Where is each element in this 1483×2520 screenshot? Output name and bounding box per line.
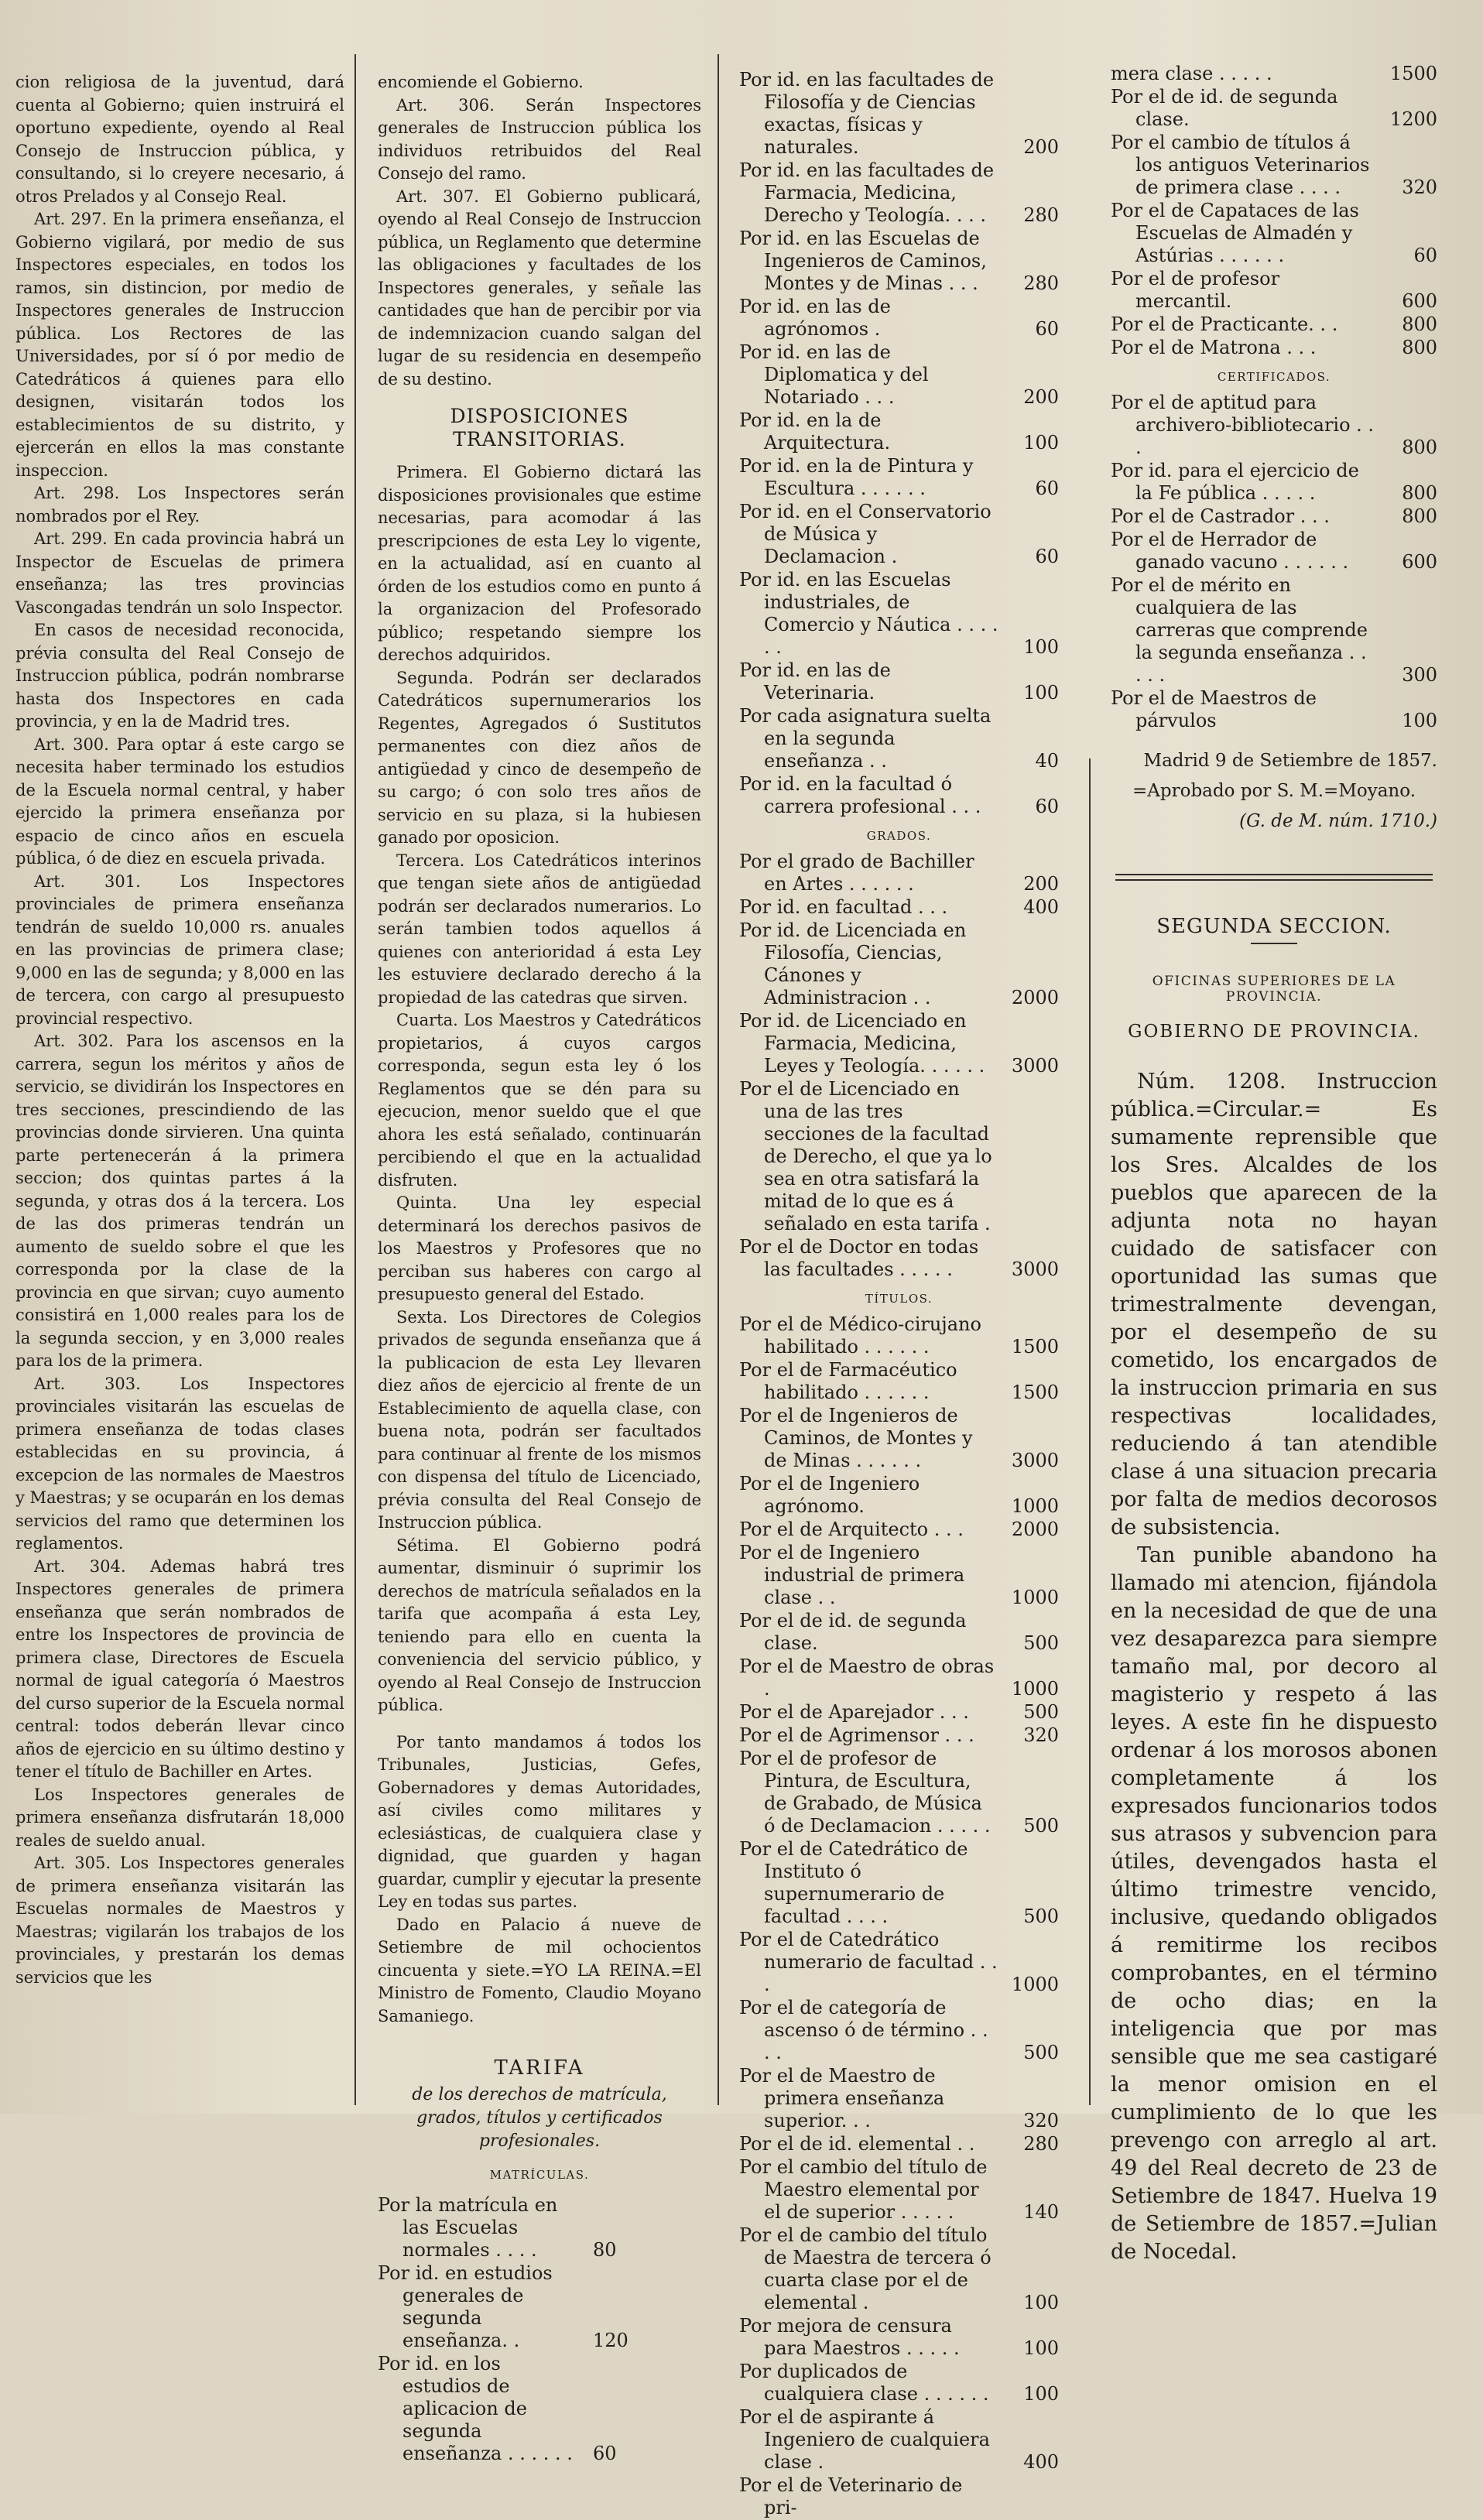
tariff-value: 100 [1023,2292,1059,2313]
tariff-row [739,1313,1059,1358]
tariff-row [1111,200,1437,267]
tariff-label: Por el cambio del título de Maestro elemental por el de superior . . . . . [739,2156,988,2223]
tariff-label: mera clase . . . . . [1111,63,1272,84]
article-paragraph: En casos de necesidad reconocida, prévia consulta del Real Consejo de Instruccion pública, podrán nombrarse hasta dos Inspectores en cada provincia, y en la de Madrid tres. [15,621,344,731]
tariff-row [739,69,1059,159]
circular-text [1111,1068,1437,2266]
tariff-row [1111,505,1437,528]
section-divider [1115,874,1433,881]
tariff-value: 100 [1023,636,1059,658]
matriculas-list-a [378,2194,701,2465]
tariff-label: Por el de aptitud para archivero-bibliotecario . . . [1111,392,1375,458]
column-2 [378,71,701,2466]
circular-paragraph: Núm. 1208. Instruccion pública.=Circular.= Es sumamente reprensible que los Sres. Alcaldes de los pueblos que aparecen de la adjunta nota no hayan cuidado de satisfacer con oportunidad las sumas que trimestralmente devengan, por el desempeño de su cometido, los encargados de la instruccion primaria en sus respectivas localidades, reduciendo á tan atendible clase á una situacion precaria por falta de medios decorosos de subsistencia. [1111,1070,1437,1539]
tariff-label: Por el de profesor de Pintura, de Escultura, de Grabado, de Música ó de Declamacion . . . . . [739,1748,991,1837]
matriculas-heading: MATRÍCULAS. [489,2167,590,2182]
tariff-row [739,2156,1059,2224]
tariff-label: Por el de Arquitecto . . . [739,1519,964,1540]
article-305: Art. 305. Los Inspectores generales de primera enseñanza visitarán las Escuelas normales de Maestros y Maestras; vigilarán los trabajos de los provinciales, y prestarán los demas servicios que les [15,1854,344,1987]
tariff-label: Por id. en las Escuelas de Ingenieros de Caminos, Montes y de Minas . . . [739,228,987,294]
tariff-row [739,2065,1059,2132]
article-303: Art. 303. Los Inspectores provinciales visitarán las escuelas de primera enseñanza de todas clases establecidas en su provincia, á excepcion de las normales de Maestros y Maestras; y se ocuparán en los demas servicios del ramo que determinen los reglamentos. [15,1374,344,1553]
tariff-label: Por el de Licenciado en una de las tres secciones de la facultad de Derecho, el que ya lo sea en otra satisfará la mitad de lo que es á señalado en esta tarifa . [739,1078,992,1234]
tariff-value: 400 [1023,2451,1059,2473]
tariff-label: Por id. en las facultades de Filosofía y de Ciencias exactas, físicas y naturales. [739,69,995,158]
tariff-label: Por el de Veterinario de pri- [739,2474,963,2518]
tariff-row [1111,313,1437,336]
tariff-value: 280 [1023,2133,1059,2155]
gobierno-heading: GOBIERNO DE PROVINCIA. [1128,1022,1420,1042]
tariff-row [739,2474,1059,2519]
tariff-label: Por el de Ingeniero agrónomo. [739,1473,920,1517]
tariff-value: 60 [1035,796,1059,817]
tariff-value: 400 [1023,896,1059,918]
transitoria-primera: Primera. El Gobierno dictará las disposiciones provisionales que estime necesarias, para acomodar á las prescripciones de esta Ley lo vigente, en la actualidad, así en cuanto al órden de los estudios como en punto á la organizacion del Profesorado público; respetando siempre los derechos adquiridos. [378,463,701,664]
tariff-label: Por el de Matrona . . . [1111,337,1317,358]
tariff-row [1111,132,1437,199]
tariff-row [739,1838,1059,1928]
tariff-label: Por id. en las de Veterinaria. [739,659,891,704]
tariff-row [739,501,1059,568]
tariff-label: Por id. en estudios generales de segunda enseñanza. . [378,2262,553,2351]
tariff-value: 60 [593,2443,617,2464]
tariff-value: 3000 [1011,1450,1059,1471]
tariff-label: Por el de Médico-cirujano habilitado . . . . . . [739,1313,981,1358]
tariff-value: 60 [1035,318,1059,340]
tariff-label: Por el de Catedrático numerario de facultad . . . [739,1929,998,1995]
tariff-label: Por el de profesor mercantil. [1111,268,1280,312]
tariff-row [1111,460,1437,505]
tariff-label: Por el de cambio del título de Maestra de tercera ó cuarta clase por el de elemental . [739,2224,992,2313]
tariff-label: Por el de categoría de ascenso ó de término . . . . [739,1997,988,2063]
tariff-value: 60 [1035,546,1059,567]
tariff-value: 1000 [1011,1974,1059,1995]
tariff-row [739,1724,1059,1747]
tariff-row [739,228,1059,295]
tariff-value: 120 [593,2330,628,2351]
tariff-value: 140 [1023,2201,1059,2223]
tariff-value: 1000 [1011,1495,1059,1517]
tariff-value: 320 [1402,176,1437,198]
tariff-value: 60 [1413,245,1437,266]
certificados-heading: CERTIFICADOS. [1217,370,1331,384]
grados-list [739,851,1059,1281]
tariff-label: Por id. para el ejercicio de la Fe pública . . . . . [1111,460,1359,504]
matriculas-list-b [739,69,1059,818]
tariff-value: 80 [593,2239,617,2261]
column-3 [739,68,1059,2520]
column-rule [1089,758,1091,2105]
tariff-value: 100 [1023,432,1059,454]
tariff-row [739,1542,1059,1609]
tariff-row [739,2133,1059,2155]
tariff-value: 1200 [1389,108,1437,130]
article-301: Art. 301. Los Inspectores provinciales de primera enseñanza tendrán de sueldo 10,000 rs. anuales en las provincias de primera clase; 9,000 en las de segunda; y 8,000 en las de tercera, con cargo al presupuesto provincial respectivo. [15,871,344,1028]
article-304: Art. 304. Ademas habrá tres Inspectores generales de primera enseñanza que serán nombrados de entre los Inspectores de provincia de primera clase, Directores de Escuela normal de igual categoría ó Maestros del curso superior de la Escuela normal central: todos deberán llevar cinco años de ejercicio en su último destino y tener el título de Bachiller en Artes. [15,1556,344,1781]
tariff-label: Por el de Catedrático de Instituto ó supernumerario de facultad . . . . [739,1838,968,1927]
tariff-row [739,1929,1059,1996]
column-4 [1111,62,1437,2266]
tariff-row [739,2224,1059,2314]
section-heading-transitorias: DISPOSICIONES TRANSITORIAS. [450,405,629,450]
tariff-row [739,896,1059,919]
tariff-row [1111,86,1437,131]
tariff-row [1111,574,1437,686]
tariff-value: 60 [1035,478,1059,499]
tariff-value: 3000 [1011,1055,1059,1077]
tariff-label: Por el cambio de títulos á los antiguos Veterinarios de primera clase . . . . [1111,132,1370,198]
tariff-label: Por el de Agrimensor . . . [739,1724,974,1746]
transitoria-tercera: Tercera. Los Catedráticos interinos que tengan siete años de antigüedad podrán ser declarados numerarios. Lo serán tambien todos aquellos á quienes con anterioridad á esta Ley les estuviere declarado derecho á la propiedad de las catedras que sirven. [378,851,701,1007]
tariff-row [739,1078,1059,1235]
article-paragraph: Los Inspectores generales de primera enseñanza disfrutarán 18,000 reales de sueldo anual. [15,1785,344,1850]
signature-line: (G. de M. núm. 1710.) [1239,811,1437,831]
tariff-label: Por el de mérito en cualquiera de las carreras que comprende la segunda enseñanza . . . . . [1111,574,1368,686]
tariff-row [739,1519,1059,1541]
signature-line: Madrid 9 de Setiembre de 1857. [1143,751,1437,771]
date-paragraph: Dado en Palacio á nueve de Setiembre de mil ochocientos cincuenta y siete.=YO LA REINA.=El Ministro de Fomento, Claudio Moyano Samaniego. [378,1915,701,2025]
tariff-label: Por id. en la de Arquitectura. [739,409,891,454]
signature-line: =Aprobado por S. M.=Moyano. [1132,781,1416,801]
tariff-label: Por el de Ingeniero industrial de primera clase . . [739,1542,965,1608]
tariff-row [739,851,1059,895]
tariff-value: 200 [1023,873,1059,895]
article-302: Art. 302. Para los ascensos en la carrera, segun los méritos y años de servicio, se dividirán los Inspectores en tres secciones, prescindiendo de las provincias donde sirvieren. Una quinta parte pertenecerán á la primera seccion; dos quintas partes á la segunda, y otras dos á la tercera. Los de las dos primeras tendrán un aumento de sueldo sobre el que les corresponda por la clase de la provincia en que sirvan; cuyo aumento consistirá en 1,000 reales para los de la segunda seccion, y en 3,000 reales para los de la primera. [15,1032,344,1370]
tariff-label: Por id. en el Conservatorio de Música y Declamacion . [739,501,992,567]
tariff-value: 500 [1023,2042,1059,2063]
tariff-row [378,2194,701,2261]
tariff-value: 800 [1402,313,1437,335]
tariff-row [739,1997,1059,2064]
transitoria-sexta: Sexta. Los Directores de Colegios privados de segunda enseñanza que á la publicacion de esta Ley llevaren diez años de ejercicio al frente de un Establecimiento de aquella clase, con buena nota, podrán ser facultados para continuar al frente de los mismos con dispensa del título de Licenciado, prévia consulta del Real Consejo de Instruccion pública. [378,1307,701,1532]
tariff-label: Por el de id. de segunda clase. [739,1610,967,1654]
tariff-row [739,1010,1059,1077]
tariff-row [739,1473,1059,1518]
tariff-label: Por el de id. elemental . . [739,2133,975,2155]
tariff-label: Por el de Herrador de ganado vacuno . . . . . . [1111,529,1349,573]
tariff-value: 800 [1402,437,1437,458]
tariff-row [739,705,1059,772]
tariff-row [1111,63,1437,85]
tariff-row [1111,392,1437,459]
article-paragraph: cion religiosa de la juventud, dará cuenta al Gobierno; quien instruirá el oportuno expediente, oyendo al Real Consejo de Instruccion pública, y consultando, si lo creyere necesario, á otros Prelados y al Consejo Real. [15,73,344,206]
tariff-row [739,341,1059,409]
tariff-row [739,1610,1059,1655]
tarifa-subtitle: de los derechos de matrícula, grados, títulos y certificados profesionales. [412,2084,667,2151]
tariff-value: 500 [1023,1905,1059,1927]
tariff-value: 280 [1023,204,1059,226]
grados-heading: GRADOS. [866,829,932,843]
tariff-value: 300 [1402,664,1437,686]
tariff-value: 1000 [1011,1678,1059,1700]
tariff-row [739,773,1059,818]
promulgation-paragraph: Por tanto mandamos á todos los Tribunales, Justicias, Gefes, Gobernadores y demas Autoridades, así civiles como militares y eclesiásticas, de cualquiera clase y dignidad, que guarden y hagan guardar, cumplir y ejecutar la presente Ley en todas sus partes. [378,1732,701,1911]
tariff-row [1111,529,1437,574]
tariff-label: Por el de Castrador . . . [1111,505,1330,527]
tariff-label: Por la matrícula en las Escuelas normales . . . . [378,2194,558,2261]
tariff-label: Por el de Maestro de obras . [739,1655,995,1700]
tariff-row [739,659,1059,704]
article-300: Art. 300. Para optar á este cargo se necesita haber terminado los estudios de la Escuela normal central, y haber ejercido la primera enseñanza por espacio de cinco años en escuela pública, ó de diez en escuela privada. [15,734,344,868]
tariff-row [1111,687,1437,732]
tariff-value: 100 [1402,710,1437,731]
tariff-value: 2000 [1011,1519,1059,1540]
article-306: Art. 306. Serán Inspectores generales de Instruccion pública los individuos retribuidos del Real Consejo del ramo. [378,95,701,183]
tariff-value: 1500 [1011,1382,1059,1403]
tariff-value: 500 [1023,1815,1059,1837]
column-rule [718,54,719,2105]
tariff-value: 800 [1402,337,1437,358]
tariff-row [739,2361,1059,2405]
tariff-label: Por id. en las Escuelas industriales, de Comercio y Náutica . . . . . . [739,569,998,658]
tariff-row [1111,337,1437,359]
tarifa-title: TARIFA [494,2056,585,2080]
tariff-row [739,2406,1059,2474]
tariff-label: Por id. de Licenciado en Farmacia, Medicina, Leyes y Teología. . . . . . [739,1010,985,1077]
titulos-list-continued [1111,63,1437,359]
tariff-value: 100 [1023,682,1059,704]
article-297: Art. 297. En la primera enseñanza, el Gobierno vigilará, por medio de sus Inspectores especiales, en todos los ramos, sin distincion, por medio de Inspectores generales de Instruccion pública. Los Rectores de las Universidades, por sí ó por medio de Catedráticos á quienes para ello designen, visitarán todos los establecimientos de su distrito, y ejercerán en ellos la mas constante inspeccion. [15,210,344,480]
tariff-label: Por el de Maestros de párvulos [1111,687,1317,731]
tariff-value: 500 [1023,1701,1059,1723]
tariff-row [739,455,1059,500]
tariff-label: Por id. de Licenciada en Filosofía, Ciencias, Cánones y Administracion . . [739,919,967,1008]
article-298: Art. 298. Los Inspectores serán nombrados por el Rey. [15,484,344,526]
tariff-row [739,1748,1059,1837]
tariff-value: 100 [1023,2337,1059,2359]
tariff-label: Por el de Aparejador . . . [739,1701,969,1723]
tariff-label: Por cada asignatura suelta en la segunda enseñanza . . [739,705,992,772]
tariff-label: Por el de Doctor en todas las facultades . . . . . [739,1236,979,1280]
article-paragraph: encomiende el Gobierno. [378,73,584,91]
tariff-value: 1000 [1011,1587,1059,1608]
tariff-value: 100 [1023,2383,1059,2405]
tariff-row [739,1359,1059,1404]
tariff-label: Por id. en la facultad ó carrera profesional . . . [739,773,981,817]
transitoria-cuarta: Cuarta. Los Maestros y Catedráticos propietarios, á cuyos cargos corresponda, segun esta ley ó los Reglamentos que se dén para su ejecucion, menor sueldo que el que ahora les está señalado, continuarán percibiendo el que en la actualidad disfruten. [378,1011,701,1190]
tariff-label: Por id. en las de agrónomos . [739,296,891,340]
tariff-row [1111,268,1437,313]
tariff-value: 500 [1023,1632,1059,1654]
transitoria-setima: Sétima. El Gobierno podrá aumentar, disminuir ó suprimir los derechos de matrícula señalados en la tarifa que acompaña á esta Ley, teniendo para ello en cuenta la conveniencia del servicio público, y oyendo al Real Consejo de Instruccion pública. [378,1536,701,1714]
tariff-label: Por el de Farmacéutico habilitado . . . . . . [739,1359,957,1403]
column-rule [354,54,356,2105]
tariff-value: 1500 [1389,63,1437,84]
title-dash [1251,943,1297,944]
tariff-value: 800 [1402,482,1437,504]
tariff-value: 600 [1402,551,1437,573]
tariff-label: Por id. en las facultades de Farmacia, Medicina, Derecho y Teología. . . . [739,159,995,226]
tariff-value: 600 [1402,290,1437,312]
tariff-label: Por el de Practicante. . . [1111,313,1338,335]
tariff-row [739,569,1059,659]
tariff-row [739,1701,1059,1724]
tariff-row [739,1405,1059,1472]
tariff-label: Por el de Maestro de primera enseñanza superior. . . [739,2065,945,2131]
tariff-value: 3000 [1011,1258,1059,1280]
tariff-value: 280 [1023,272,1059,294]
oficinas-heading: OFICINAS SUPERIORES DE LA PROVINCIA. [1152,974,1396,1005]
titulos-heading: TÍTULOS. [865,1292,933,1306]
titulos-list [739,1313,1059,2519]
tariff-label: Por el de Capataces de las Escuelas de Almadén y Astúrias . . . . . . [1111,200,1359,266]
tariff-label: Por duplicados de cualquiera clase . . . . . . [739,2361,989,2405]
tariff-row [739,1655,1059,1700]
tariff-value: 200 [1023,136,1059,158]
tariff-value: 1500 [1011,1336,1059,1358]
tariff-value: 320 [1023,2110,1059,2131]
tariff-label: Por el de Ingenieros de Caminos, de Montes y de Minas . . . . . . [739,1405,973,1471]
tariff-row [378,2262,701,2352]
seccion-title: SEGUNDA SECCION. [1156,915,1392,938]
tariff-label: Por id. en las de Diplomatica y del Notariado . . . [739,341,929,408]
tariff-row [739,296,1059,341]
tariff-label: Por id. en facultad . . . [739,896,948,918]
tariff-label: Por id. en la de Pintura y Escultura . . . . . . [739,455,974,499]
tariff-row [739,919,1059,1009]
tariff-value: 800 [1402,505,1437,527]
tariff-row [739,409,1059,454]
tariff-row [378,2353,701,2465]
article-299: Art. 299. En cada provincia habrá un Inspector de Escuelas de primera enseñanza; las tres provincias Vascongadas tendrán un solo Inspector. [15,529,344,617]
tariff-value: 2000 [1011,987,1059,1008]
tariff-label: Por el de id. de segunda clase. [1111,86,1338,130]
tariff-label: Por mejora de censura para Maestros . . . . . [739,2315,960,2359]
tariff-row [739,1236,1059,1281]
tariff-value: 200 [1023,386,1059,408]
article-307: Art. 307. El Gobierno publicará, oyendo al Real Consejo de Instruccion pública, un Reglamento que determine las obligaciones y facultades de los Inspectores generales, y señale las cantidades que han de percibir por via de indemnizacion cuando salgan del lugar de su residencia en desempeño de su destino. [378,187,701,389]
tariff-label: Por id. en los estudios de aplicacion de segunda enseñanza . . . . . . [378,2353,573,2464]
tariff-label: Por el grado de Bachiller en Artes . . . . . . [739,851,974,895]
transitoria-quinta: Quinta. Una ley especial determinará los derechos pasivos de los Maestros y Profesores que no perciban sus haberes con cargo al presupuesto general del Estado. [378,1193,701,1303]
circular-paragraph: Tan punible abandono ha llamado mi atencion, fijándola en la necesidad de que de una vez desaparezca para siempre tamaño mal, por decoro al magisterio y respeto á las leyes. A este fin he dispuesto ordenar á los morosos abonen completamente á los expresados funcionarios todos sus atrasos y subvencion para útiles, devengados hasta el último trimestre vencido, inclusive, quedando obligados á remitirme los recibos comprobantes, en el término de ocho dias; en la inteligencia que por mas sensible que me sea castigaré la menor omision en el cumplimiento de lo que les prevengo con arreglo al art. 49 del Real decreto de 23 de Setiembre de 1847. Huelva 19 de Setiembre de 1857.=Julian de Nocedal. [1111,1543,1437,2264]
transitoria-segunda: Segunda. Podrán ser declarados Catedráticos supernumerarios los Regentes, Agregados ó Sustitutos permanentes con diez años de antigüedad y cinco de desempeño de su cargo; ó con solo tres años de servicio en su plaza, si la hubiesen ganado por oposicion. [378,668,701,847]
certificados-list [1111,392,1437,732]
tariff-label: Por el de aspirante á Ingeniero de cualquiera clase . [739,2406,990,2473]
tariff-row [739,159,1059,227]
tariff-value: 320 [1023,1724,1059,1746]
column-1 [15,71,344,1989]
tariff-row [739,2315,1059,2360]
tariff-value: 40 [1035,750,1059,772]
